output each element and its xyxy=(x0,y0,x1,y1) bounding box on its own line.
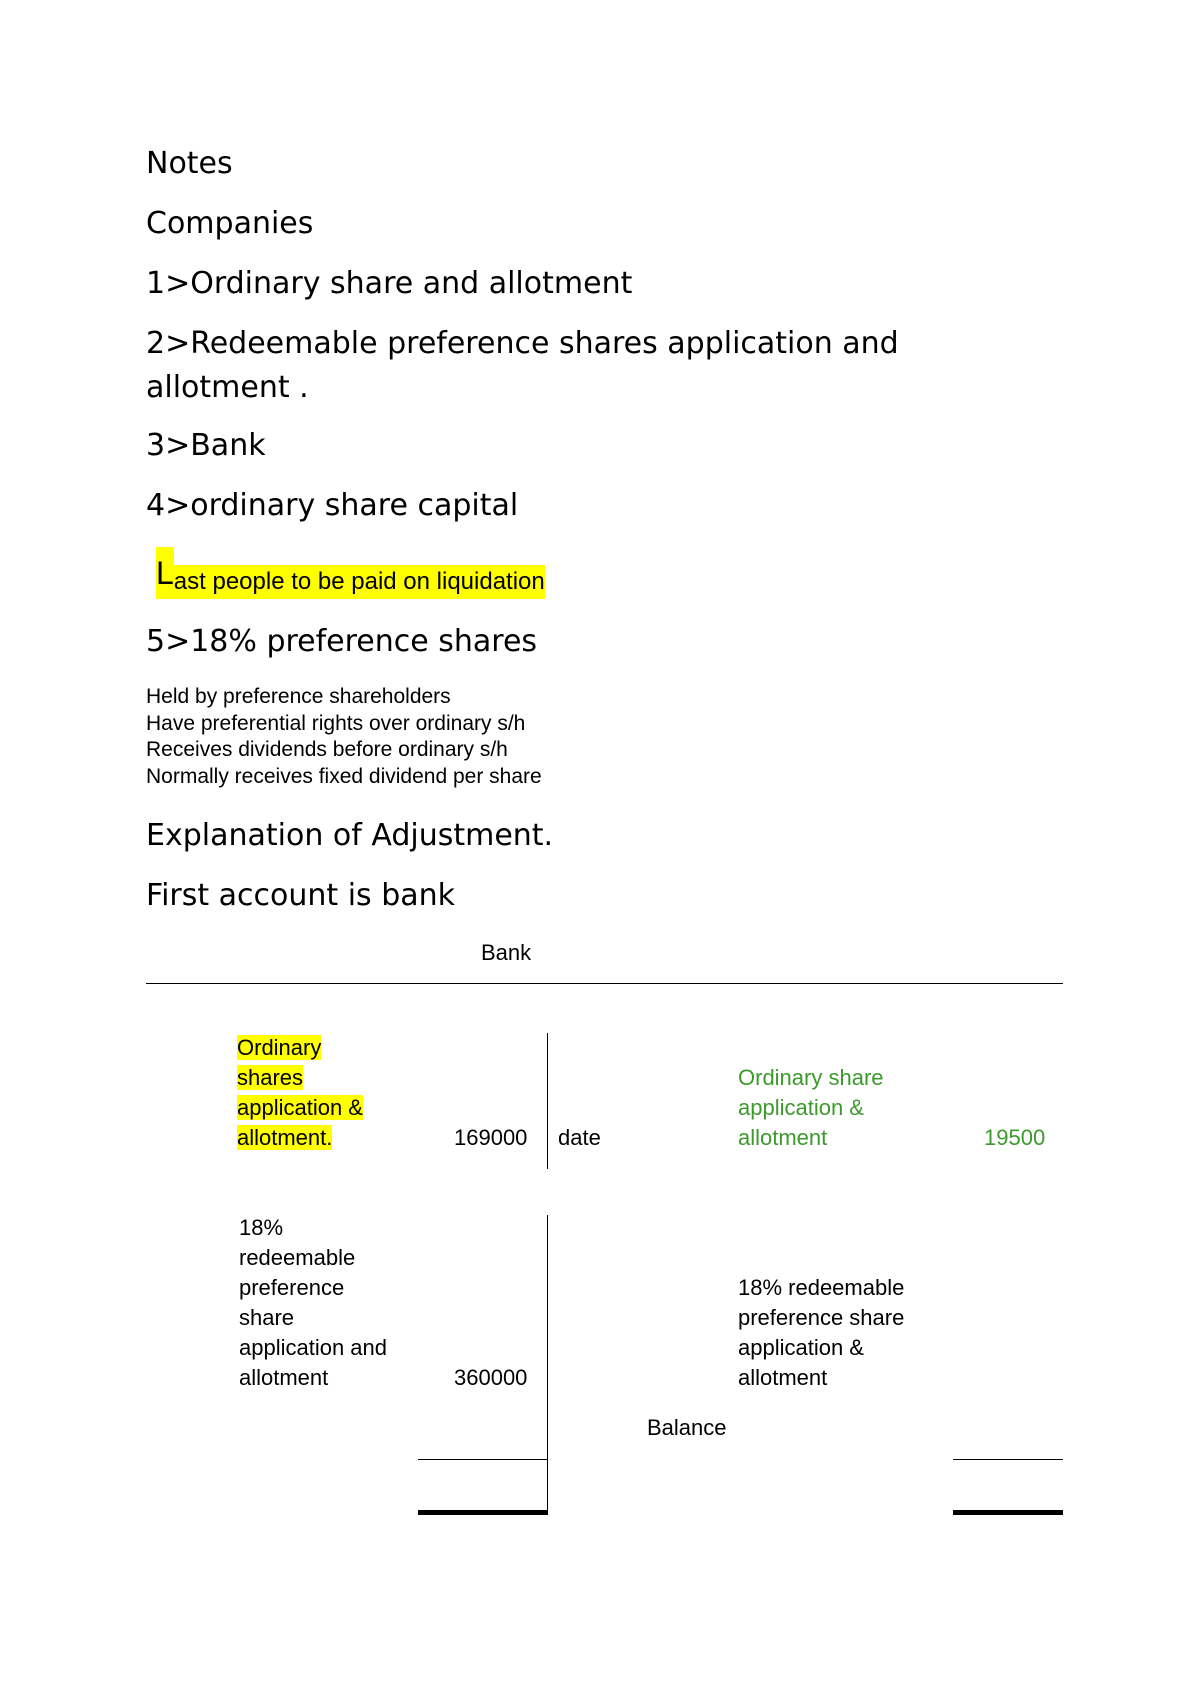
highlight-rest-text: ast people to be paid on liquidation xyxy=(174,565,545,599)
row2-debit-label-line: allotment xyxy=(239,1365,329,1390)
row1-date: date xyxy=(558,1125,601,1150)
row1-credit-label-line: allotment xyxy=(738,1125,828,1150)
row2-debit-label-line: application and xyxy=(239,1335,388,1360)
bullet-1: Held by preference shareholders xyxy=(146,685,451,708)
row2-debit-label xyxy=(239,1213,387,1393)
row1-credit-amount: 19500 xyxy=(984,1125,1046,1150)
debit-total-rule xyxy=(418,1510,548,1515)
row2-credit-label xyxy=(738,1273,904,1393)
explanation-heading: Explanation of Adjustment. xyxy=(146,818,554,853)
bullet-3: Receives dividends before ordinary s/h xyxy=(146,738,508,761)
row2-debit-amount: 360000 xyxy=(454,1365,528,1390)
credit-subtotal-rule xyxy=(953,1459,1063,1460)
row2-debit-label-line: 18% xyxy=(239,1215,284,1240)
row1-divider xyxy=(547,1033,548,1169)
row1-debit-label xyxy=(237,1033,363,1153)
row1-debit-amount: 169000 xyxy=(454,1125,528,1150)
row1-debit-label-line: shares xyxy=(237,1065,304,1090)
row1-debit-label-line: Ordinary xyxy=(237,1035,322,1060)
debit-subtotal-rule xyxy=(418,1459,548,1460)
row2-balance: Balance xyxy=(647,1415,727,1440)
row2-credit-label-line: preference share xyxy=(738,1305,905,1330)
row1-credit-label xyxy=(738,1063,884,1153)
bullet-4: Normally receives fixed dividend per share xyxy=(146,765,542,788)
row2-credit-label-line: allotment xyxy=(738,1365,828,1390)
credit-total-rule xyxy=(953,1510,1063,1515)
companies-heading: Companies xyxy=(146,206,314,241)
note-item-2-line2: allotment . xyxy=(146,370,309,405)
first-account-heading: First account is bank xyxy=(146,878,456,913)
highlight-first-letter: L xyxy=(156,547,174,599)
note-item-5: 5>18% preference shares xyxy=(146,624,538,659)
row1-credit-label-line: application & xyxy=(738,1095,864,1120)
row2-credit-label-line: 18% redeemable xyxy=(738,1275,905,1300)
ledger-title: Bank xyxy=(481,940,532,965)
row2-debit-label-line: preference xyxy=(239,1275,345,1300)
bullet-2: Have preferential rights over ordinary s/h xyxy=(146,712,526,735)
highlighted-liquidation-note xyxy=(156,547,545,599)
ledger-top-rule xyxy=(146,983,1063,984)
row2-divider xyxy=(547,1215,548,1513)
row1-debit-label-line: allotment. xyxy=(237,1125,333,1150)
row2-credit-label-line: application & xyxy=(738,1335,864,1360)
notes-title: Notes xyxy=(146,146,233,181)
note-item-1: 1>Ordinary share and allotment xyxy=(146,266,633,301)
note-item-3: 3>Bank xyxy=(146,428,266,463)
row2-debit-label-line: share xyxy=(239,1305,295,1330)
note-item-4: 4>ordinary share capital xyxy=(146,488,519,523)
row1-credit-label-line: Ordinary share xyxy=(738,1065,884,1090)
row2-debit-label-line: redeemable xyxy=(239,1245,356,1270)
note-item-2-line1: 2>Redeemable preference shares application and xyxy=(146,326,899,361)
row1-debit-label-line: application & xyxy=(237,1095,363,1120)
